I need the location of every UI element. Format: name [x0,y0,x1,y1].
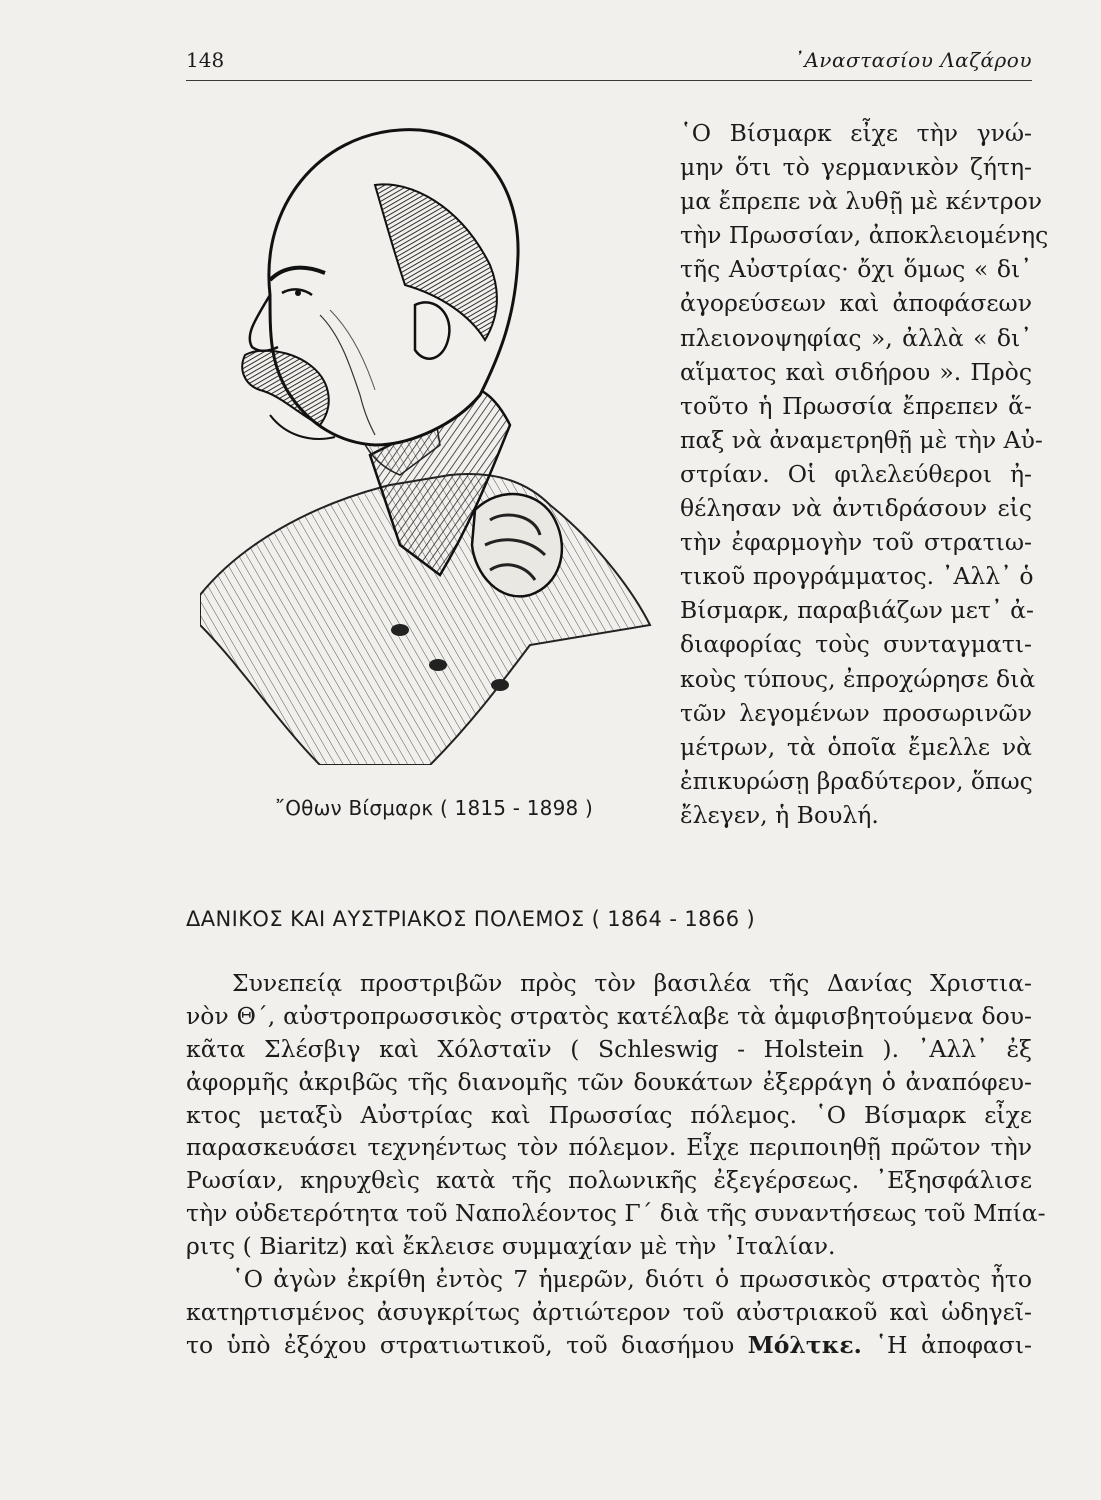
body-line-end: ῾Η ἀποφασι- [861,1330,1032,1359]
body-line: ἀφορμῆς ἀκριβῶς τῆς διανομῆς τῶν δουκάτων ἐξερράγη ὁ ἀναπόφευ- [186,1067,1032,1096]
bismarck-portrait-engraving [200,125,655,765]
moltke-name: Μόλτκε. [747,1330,862,1359]
body-line: κατηρτισμένος ἀσυγκρίτως ἀρτιώτερον τοῦ αὐστριακοῦ καὶ ὡδηγεῖ- [186,1297,1032,1326]
side-line: θέλησαν νὰ ἀντιδράσουν εἰς [680,494,1032,523]
side-line: τοῦτο ἡ Πρωσσία ἔπρεπεν ἅ- [680,391,1032,420]
body-line: κτος μεταξὺ Αὐστρίας καὶ Πρωσσίας πόλεμος. ῾Ο Βίσμαρκ εἶχε [186,1100,1032,1129]
running-head [186,48,1032,78]
side-line: τῆς Αὐστρίας· ὄχι ὅμως « δι᾿ [680,255,1032,284]
side-line: κοὺς τύπους, ἐπροχώρησε διὰ [680,664,1036,693]
side-line: τὴν Πρωσσίαν, ἀποκλειομένης [680,221,1049,250]
side-line: ῾Ο Βίσμαρκ εἶχε τὴν γνώ- [680,119,1032,147]
body-line: ριτς ( Biaritz) καὶ ἔκλεισε συμμαχίαν μὲ τὴν ᾿Ιταλίαν. [186,1232,836,1261]
body-line: Ρωσίαν, κηρυχθεὶς κατὰ τῆς πολωνικῆς ἐξεγέρσεως. ᾿Εξησφάλισε [186,1166,1032,1195]
body-line: Συνεπείᾳ προστριβῶν πρὸς τὸν βασιλέα τῆς Δανίας Χριστια- [232,969,1032,997]
side-line: τὴν ἐφαρμογὴν τοῦ στρατιω- [680,528,1032,557]
body-line: ῾Ο ἀγὼν ἐκρίθη ἐντὸς 7 ἡμερῶν, διότι ὁ πρωσσικὸς στρατὸς ἦτο [232,1265,1032,1294]
header-rule [186,80,1032,81]
portrait-illustration [200,125,655,765]
portrait-caption: ῎Οθων Βίσμαρκ ( 1815 - 1898 ) [275,796,594,820]
side-line: τῶν λεγομένων προσωρινῶν [680,698,1032,727]
side-line: ἐπικυρώσῃ βραδύτερον, ὅπως [680,766,1033,795]
body-line: παρασκευάσει τεχνηέντως τὸν πόλεμον. Εἶχε περιποιηθῇ πρῶτον τὴν [186,1133,1032,1162]
body-line: νὸν Θ΄, αὐστροπρωσσικὸς στρατὸς κατέλαβε τὰ ἀμφισβητούμενα δου- [186,1001,1032,1030]
side-line: μα ἔπρεπε νὰ λυθῇ μὲ κέντρον [680,187,1043,216]
running-head-author: ᾿Αναστασίου Λαζάρου [793,48,1032,72]
side-line: στρίαν. Οἱ φιλελεύθεροι ἠ- [680,459,1032,488]
body-text [186,967,1046,1362]
side-line: διαφορίας τοὺς συνταγματι- [680,630,1032,659]
page-number: 148 [186,48,225,72]
side-line: Βίσμαρκ, παραβιάζων μετ᾿ ἀ- [680,596,1034,625]
side-line: πλειονοψηφίας », ἀλλὰ « δι᾿ [680,323,1032,352]
side-line: μην ὅτι τὸ γερμανικὸν ζήτη- [680,153,1032,182]
side-line: ἔλεγεν, ἡ Βουλή. [680,800,879,829]
body-line-with-name [186,1329,1032,1362]
section-heading: ΔΑΝΙΚΟΣ ΚΑΙ ΑΥΣΤΡΙΑΚΟΣ ΠΟΛΕΜΟΣ ( 1864 - 1866 ) [186,907,756,931]
body-line-start: το ὑπὸ ἐξόχου στρατιωτικοῦ, τοῦ διασήμου [186,1330,748,1359]
side-line: αἵματος καὶ σιδήρου ». Πρὸς [680,357,1032,386]
side-line: παξ νὰ ἀναμετρηθῇ μὲ τὴν Αὐ- [680,425,1043,454]
body-line: τὴν οὐδετερότητα τοῦ Ναπολέοντος Γ΄ διὰ τῆς συναντήσεως τοῦ Μπία- [186,1199,1046,1228]
side-line: τικοῦ προγράμματος. ᾿Αλλ᾿ ὁ [680,562,1034,591]
side-paragraph [680,116,1049,832]
side-line: ἀγορεύσεων καὶ ἀποφάσεων [680,289,1032,318]
side-line: μέτρων, τὰ ὁποῖα ἔμελλε νὰ [680,732,1032,761]
body-line: κᾶτα Σλέσβιγ καὶ Χόλσταϊν ( Schleswig - Holstein ). ᾿Αλλ᾿ ἐξ [186,1034,1032,1063]
